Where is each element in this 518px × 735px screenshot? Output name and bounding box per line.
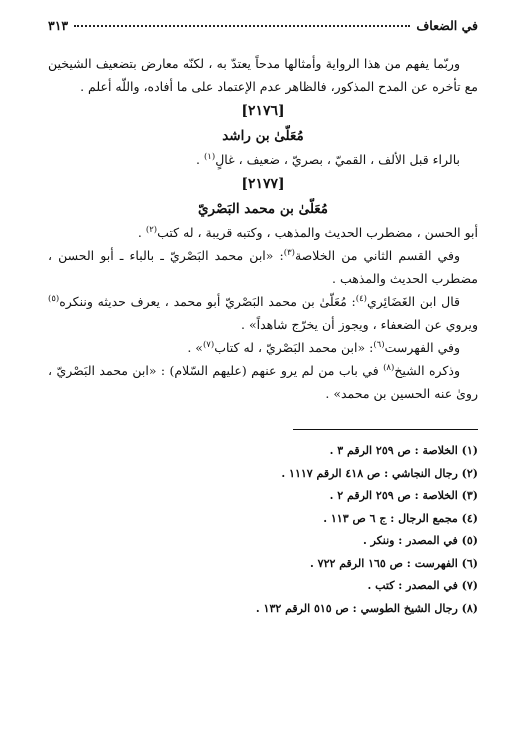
footnote-ref-7: (٧) (202, 339, 215, 350)
footnote-ref-3: (٣) (283, 247, 295, 258)
footnote-ref-8: (٨) (383, 362, 395, 373)
footnote-separator (293, 429, 478, 430)
entry-name-2177: مُعَلّىٰ بن محمد البَصْريّ (197, 201, 329, 217)
entry-number-2177: [٢١٧٧] (241, 176, 285, 192)
entry-2177-para-1: أبو الحسن ، مضطرب الحديث والمذهب ، وكتبه قريبة ، له كتب$^{(٢)}$ . (137, 224, 478, 240)
intro-paragraph (48, 52, 478, 98)
entry-name-2176: مُعَلّىٰ بن راشد (222, 128, 304, 144)
running-title: في الضعاف (416, 18, 478, 33)
header-dot-leader (74, 25, 410, 27)
entry-number-2176: [٢١٧٦] (241, 103, 285, 119)
footnote-ref-2: (٢) (145, 224, 158, 235)
footnote-3: (٣) الخلاصة : ص ٢٥٩ الرقم ٢ . (329, 489, 478, 502)
footnote-ref-6: (٦) (373, 339, 385, 350)
footnote-ref-5: (٥) (48, 293, 60, 304)
footnote-5: (٥) في المصدر : وننكر . (362, 534, 478, 547)
footnote-2: (٢) رجال النجاشي : ص ٤١٨ الرقم ١١١٧ . (281, 466, 478, 480)
footnote-1: (١) الخلاصة : ص ٢٥٩ الرقم ٣ . (329, 444, 478, 457)
entry-2177-para-4: وفي الفهرست$^{(٦)}$: «ابن محمد البَصْريّ ، له كتاب$^{(٧)}$» . (187, 339, 460, 355)
entry-2177-para-5: وذكره الشيخ$^{(٨)}$ في باب من لم يرو عنهم (عليهم السّلام) : «ابن محمد البَصْريّ ، روىٰ عنه الحسين بن محمد» . (48, 362, 478, 401)
footnote-ref-4: (٤) (355, 293, 367, 304)
footnotes (48, 440, 478, 620)
footnote-8: (٨) رجال الشيخ الطوسي : ص ٥١٥ الرقم ١٣٢ . (255, 601, 478, 615)
intro-line-2: الشيخين مع تأخره عن المدح المذكور، فالظاهر عدم الإعتماد على ما أفاده، واللّه أعلم . (48, 56, 478, 94)
footnote-6: (٦) الفهرست : ص ١٦٥ الرقم ٧٢٢ . (309, 556, 478, 570)
entry-2176-text: بالراء قبل الألف ، القميّ ، بصريّ ، ضعيف ، غالٍ$^{(١)}$ . (196, 151, 460, 167)
page-number: ٣١٣ (48, 18, 69, 33)
footnote-7: (٧) في المصدر : كتب . (367, 579, 478, 592)
footnote-ref-1: (١) (203, 151, 216, 162)
intro-line-1: وربّما يفهم من هذا الرواية وأمثالها مدحاً يعتدّ به ، لكنّه معارض بتضعيف (95, 56, 460, 71)
page-header (48, 18, 478, 38)
footnote-4: (٤) مجمع الرجال : ج ٦ ص ١١٣ . (323, 511, 478, 525)
book-page (48, 18, 478, 620)
entry-2177-para-3: قال ابن الغَضَائِري$^{(٤)}$: مُعَلّىٰ بن محمد البَصْريّ أبو محمد ، يعرف حديثه وننكره$^{(٥)}$ ويروي عن الضعفاء ، ويجوز أن يخرّج شاهداً» . (48, 293, 478, 332)
entry-2177-para-2: وفي القسم الثاني من الخلاصة$^{(٣)}$: «ابن محمد البَصْريّ ـ بالباء ـ أبو الحسن ، مضطرب الحديث والمذهب . (48, 247, 478, 286)
